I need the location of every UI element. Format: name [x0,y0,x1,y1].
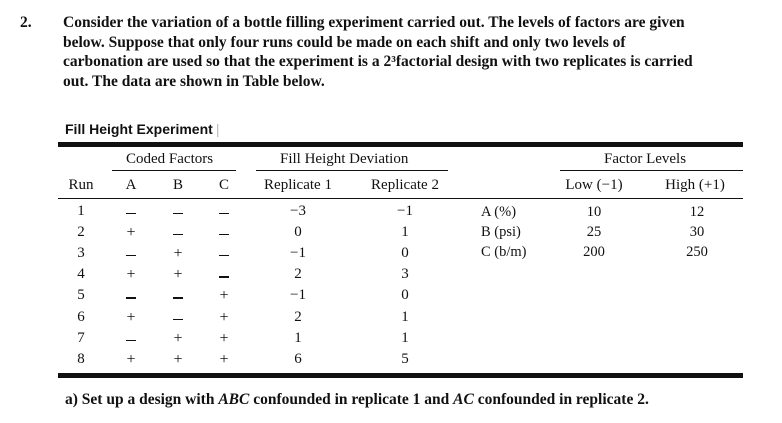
group-header-deviation: Fill Height Deviation [280,151,409,167]
group-header-coded: Coded Factors [126,151,214,167]
cell-a: + [126,266,136,284]
part-a [65,391,649,409]
cell-rep2: 0 [401,245,409,262]
cell-rep1: 2 [294,308,302,325]
cell-c [219,245,228,263]
factor-name: C (b/m) [481,244,527,260]
cell-run: 4 [77,266,85,283]
cell-rep1: −3 [290,203,306,219]
cell-b: + [173,266,183,284]
cell-b: + [173,350,183,368]
factor-low: 10 [586,204,602,220]
cell-a [126,330,135,348]
cell-rep1: 6 [294,350,302,367]
cell-c [219,203,228,221]
factor-high: 30 [689,224,705,240]
table-caption-text: Fill Height Experiment [65,121,213,137]
cell-rep1: 1 [294,329,302,346]
part-a-text: Set up a design with [81,391,219,408]
column-header-c: C [218,177,230,193]
table-caption [65,121,219,137]
group-rule-levels [560,170,743,171]
cell-c: + [219,350,229,368]
cell-b [173,203,182,221]
factor-high: 250 [686,244,708,260]
cell-b: + [173,245,183,263]
part-a-text: confounded in replicate 2. [473,391,649,408]
cell-run: 3 [77,245,85,262]
group-header-levels: Factor Levels [604,151,687,167]
cell-a [126,203,135,221]
cell-rep2: 5 [401,350,409,367]
cell-run: 7 [77,329,85,346]
cell-run: 6 [77,308,85,325]
column-header-replicate-1: Replicate 1 [264,177,332,193]
factor-low: 200 [583,244,605,260]
question-text [63,13,771,91]
caption-marker: | [215,121,220,137]
part-a-confound-2: AC [453,391,474,408]
cell-c [219,266,228,284]
cell-c: + [219,329,229,347]
column-header-run: Run [68,177,94,193]
cell-rep2: 3 [401,266,409,283]
factor-name: A (%) [481,204,517,220]
question-line: carbonation are used so that the experiment is a 2³factorial design with two replicates is carried [63,53,693,70]
factor-high: 12 [689,204,705,220]
cell-b [173,224,182,242]
question-number: 2. [20,14,32,31]
cell-rep1: 2 [294,266,302,283]
cell-run: 2 [77,224,85,241]
cell-rep1: −1 [290,245,306,262]
column-header-b: B [172,177,184,193]
header-rule [58,198,743,199]
cell-run: 1 [77,203,85,219]
column-header-replicate-2: Replicate 2 [371,177,439,193]
cell-b [173,309,182,327]
cell-run: 8 [77,350,85,367]
table-top-rule [58,142,743,147]
cell-c: + [219,287,229,305]
part-a-text: confounded in replicate 1 and [249,391,454,408]
factor-name: B (psi) [481,224,521,240]
cell-rep2: 1 [401,308,409,325]
cell-a: + [126,350,136,368]
group-rule-deviation [256,170,448,171]
part-a-label: a) [65,391,78,408]
cell-rep2: −1 [397,203,413,219]
question-line: Consider the variation of a bottle filling experiment carried out. The levels of factors are given [63,14,685,31]
cell-rep2: 1 [401,224,409,241]
cell-rep2: 0 [401,287,409,304]
column-header-low: Low (−1) [565,177,623,193]
column-header-a: A [125,177,137,193]
cell-c: + [219,308,229,326]
column-header-high: High (+1) [665,177,725,193]
cell-a [126,287,135,305]
cell-b [173,287,182,305]
question-line: out. The data are shown in Table below. [63,72,325,90]
group-rule-coded [112,170,236,171]
cell-a: + [126,224,136,242]
question-line: below. Suppose that only four runs could be made on each shift and only two levels of [63,33,626,51]
cell-a [126,245,135,263]
table-bottom-rule [58,373,743,378]
part-a-confound-1: ABC [218,391,250,408]
cell-c [219,224,228,242]
cell-b: + [173,329,183,347]
cell-run: 5 [77,287,85,304]
cell-rep1: 0 [294,224,302,241]
factor-low: 25 [586,224,602,240]
cell-rep1: −1 [290,287,306,304]
cell-a: + [126,308,136,326]
cell-rep2: 1 [401,329,409,346]
